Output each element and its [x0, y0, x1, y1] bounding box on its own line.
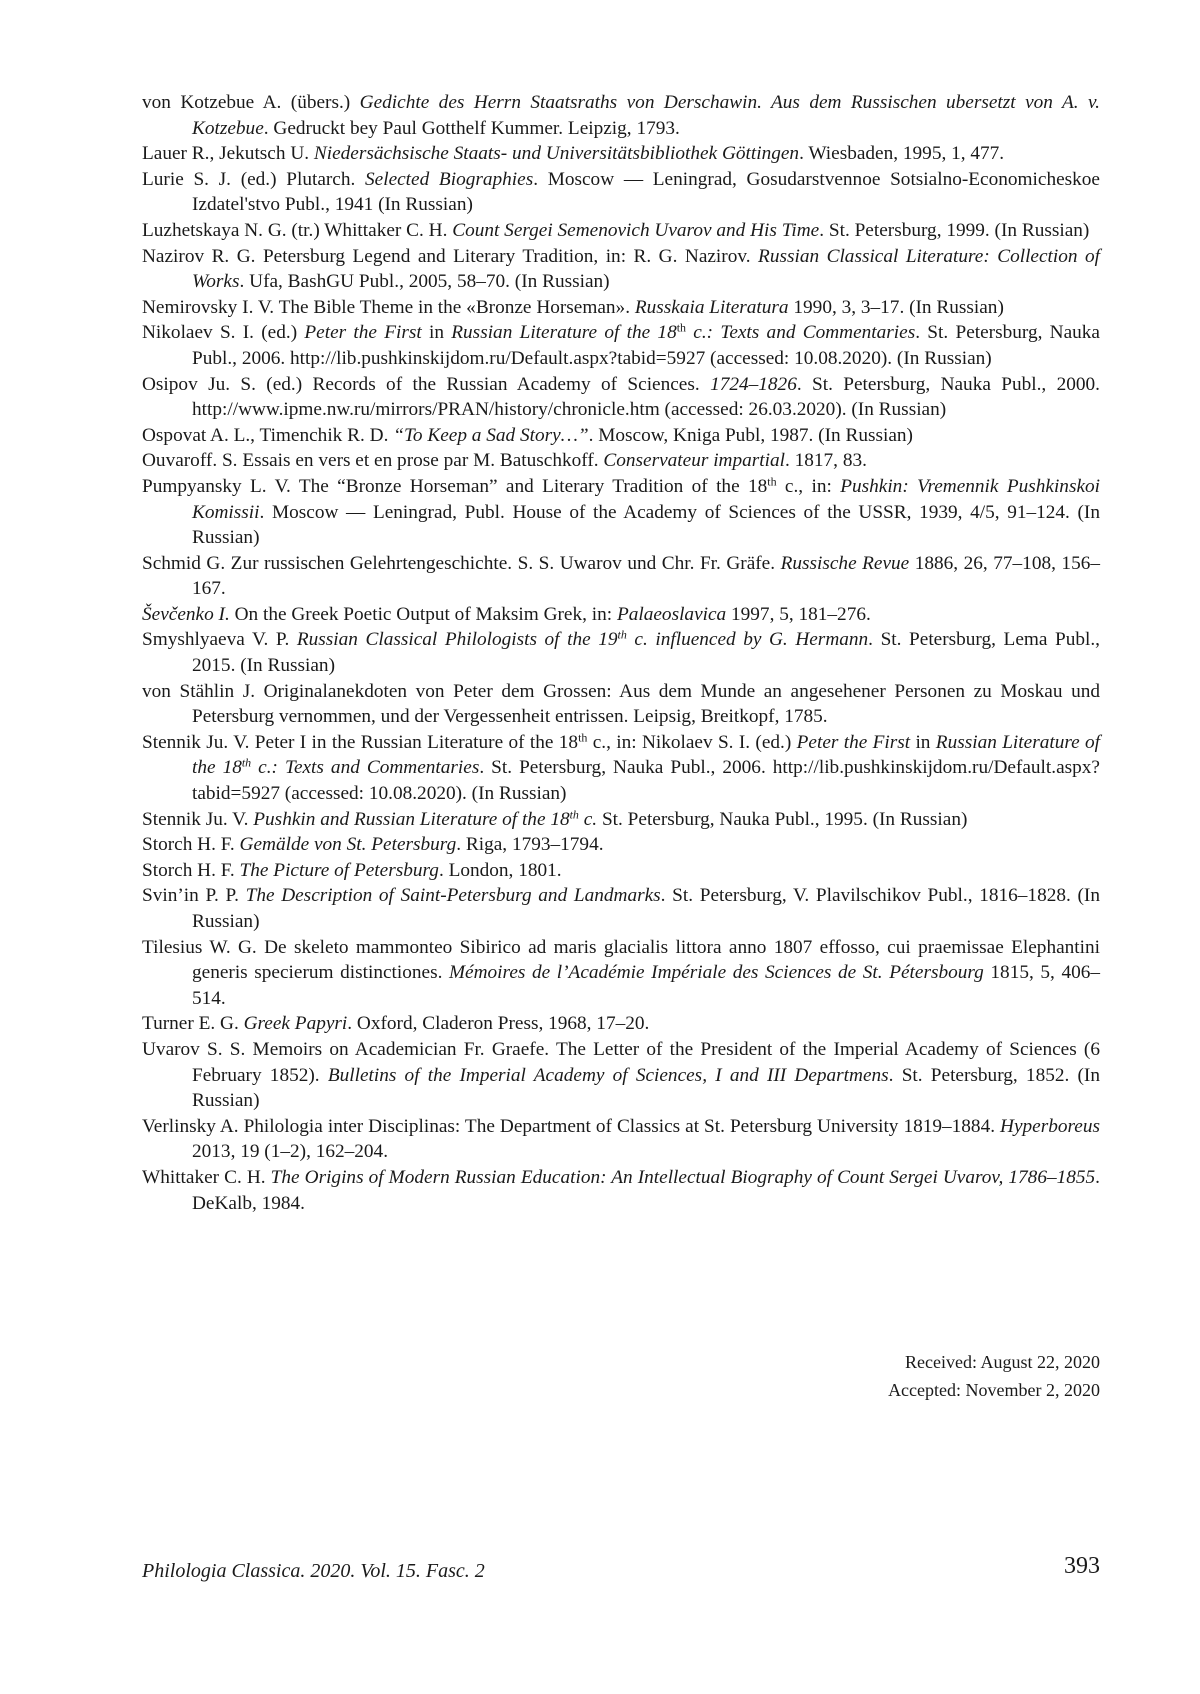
reference-entry: [142, 372, 1100, 423]
reference-entry: [142, 602, 1100, 628]
reference-text: Storch H. F.: [142, 834, 240, 856]
reference-entry: [142, 320, 1100, 371]
reference-text: . Moscow — Leningrad, Gosudarstvennoe Sotsialno-Economicheskoe Izdatel'stvo Publ., 1941 (In Russian): [192, 168, 1100, 216]
italic-title: Hyperboreus: [1000, 1115, 1100, 1137]
italic-title: Peter the First: [796, 731, 911, 753]
italic-title: Russian Literature of the 18: [451, 322, 677, 344]
reference-text: 2013, 19 (1–2), 162–204.: [192, 1141, 389, 1163]
reference-text: . Ufa, BashGU Publ., 2005, 58–70. (In Russian): [239, 271, 610, 293]
reference-text: . St. Petersburg, Nauka Publ., 2006. http://lib.pushkinskijdom.ru/Default.aspx?tabid=5927 (accessed: 10.08.2020). (In Russian): [192, 757, 1100, 805]
reference-text: . Oxford, Claderon Press, 1968, 17–20.: [347, 1013, 650, 1035]
reference-text: . London, 1801.: [438, 859, 562, 881]
reference-text: St. Petersburg, Nauka Publ., 1995. (In Russian): [597, 808, 968, 830]
italic-title: The Picture of Petersburg: [239, 859, 439, 881]
reference-text: Verlinsky A. Philologia inter Disciplinas: The Department of Classics at St. Petersburg University 1819–1884.: [142, 1115, 1001, 1137]
reference-text: . St. Petersburg, Lema Publ., 2015. (In Russian): [192, 629, 1101, 677]
reference-entry: [142, 730, 1100, 807]
journal-footer: Philologia Classica. 2020. Vol. 15. Fasc. 2: [142, 1560, 485, 1582]
reference-text: . St. Petersburg, 1999. (In Russian): [819, 219, 1090, 241]
reference-text: von Kotzebue A. (übers.): [142, 92, 360, 113]
ordinal-superscript: th: [578, 730, 588, 745]
ordinal-superscript: th: [569, 807, 579, 822]
reference-text: . St. Petersburg, Nauka Publ., 2000. http://www.ipme.nw.ru/mirrors/PRAN/history/chronicle.htm (accessed: 26.03.2020). (In Russian): [192, 373, 1100, 421]
reference-text: Ospovat A. L., Timenchik R. D.: [142, 424, 394, 446]
reference-entry: [142, 935, 1100, 1012]
reference-text: Ouvaroff. S. Essais en vers et en prose par M. Batuschkoff.: [142, 450, 604, 472]
ordinal-superscript: th: [617, 627, 627, 642]
reference-entry: [142, 1011, 1100, 1037]
reference-entry: [142, 1114, 1100, 1165]
italic-title: 1724–1826: [710, 373, 797, 395]
reference-text: Pumpyansky L. V. The “Bronze Horseman” and Literary Tradition of the 18: [142, 475, 768, 497]
italic-title: Peter the First: [304, 322, 422, 344]
italic-title: Selected Biographies: [365, 168, 534, 190]
reference-entry: [142, 295, 1100, 321]
italic-title: Gedichte des Herrn Staatsraths von Derschawin. Aus dem Russischen ubersetzt von A. v. Kotzebue: [192, 92, 1100, 139]
reference-text: Turner E. G.: [142, 1013, 244, 1035]
reference-entry: [142, 218, 1100, 244]
reference-text: Schmid G. Zur russischen Gelehrtengeschichte. S. S. Uwarov und Chr. Fr. Gräfe.: [142, 552, 781, 574]
italic-title: Russische Revue: [780, 552, 910, 574]
reference-entry: [142, 1037, 1100, 1114]
reference-text: Uvarov S. S. Memoirs on Academician Fr. Graefe. The Letter of the President of the Imperial Academy of Sciences (6 February 1852).: [142, 1038, 1100, 1086]
italic-title: “To Keep a Sad Story…”: [393, 424, 589, 446]
reference-entry: [142, 627, 1100, 678]
italic-title: c.: Texts and Commentaries: [251, 757, 480, 779]
italic-title: Pushkin: Vremennik Pushkinskoi Komissii: [192, 475, 1100, 523]
reference-text: in: [421, 322, 452, 344]
reference-text: . 1817, 83.: [784, 450, 867, 472]
page-number: 393: [1064, 1553, 1100, 1579]
reference-text: Stennik Ju. V.: [142, 808, 254, 830]
ordinal-superscript: th: [241, 755, 252, 770]
reference-text: Stennik Ju. V. Peter I in the Russian Literature of the 18: [142, 731, 579, 753]
reference-text: On the Greek Poetic Output of Maksim Grek, in:: [229, 603, 617, 625]
reference-text: Lurie S. J. (ed.) Plutarch.: [142, 168, 366, 190]
italic-title: The Description of Saint-Petersburg and Landmarks: [245, 885, 661, 907]
reference-text: . St. Petersburg, Nauka Publ., 2006. http://lib.pushkinskijdom.ru/Default.aspx?tabid=5927 (accessed: 10.08.2020). (In Russian): [192, 322, 1100, 369]
reference-text: . Gedruckt bey Paul Gotthelf Kummer. Leipzig, 1793.: [263, 117, 680, 139]
reference-entry: [142, 807, 1100, 833]
reference-list: [142, 90, 1100, 1216]
italic-title: c.: Texts and Commentaries: [686, 322, 916, 344]
italic-title: Greek Papyri: [243, 1013, 348, 1035]
italic-title: c.: [578, 808, 598, 830]
reference-entry: [142, 448, 1100, 474]
reference-entry: [142, 90, 1100, 141]
italic-title: Palaeoslavica: [616, 603, 727, 625]
italic-title: Russian Literature of the 18: [192, 731, 1101, 779]
reference-text: . St. Petersburg, V. Plavilschikov Publ., 1816–1828. (In Russian): [192, 885, 1100, 932]
reference-entry: [142, 1165, 1100, 1216]
italic-title: c. influenced by G. Hermann: [626, 629, 869, 651]
reference-text: Nazirov R. G. Petersburg Legend and Literary Tradition, in: R. G. Nazirov.: [142, 245, 759, 267]
italic-title: Niedersächsische Staats- und Universitätsbibliothek Göttingen: [313, 143, 800, 165]
reference-text: Storch H. F.: [142, 859, 240, 881]
reference-text: von Stählin J. Originalanekdoten von Peter dem Grossen: Aus dem Munde an angesehener Personen zu Moskau und Petersburg vernommen, und der Vergessenheit entrissen. Leipsig, Breitkopf, 1785.: [142, 680, 1100, 728]
reference-entry: [142, 883, 1100, 934]
italic-title: Gemälde von St. Petersburg: [239, 834, 457, 856]
reference-text: Nikolaev S. I. (ed.): [142, 322, 305, 344]
reference-text: c., in: Nikolaev S. I. (ed.): [587, 731, 797, 753]
italic-title: Pushkin and Russian Literature of the 18: [253, 808, 570, 830]
reference-text: c., in:: [776, 475, 841, 497]
reference-entry: [142, 551, 1100, 602]
italic-title: Conservateur impartial: [603, 450, 785, 472]
reference-text: . St. Petersburg, 1852. (In Russian): [192, 1064, 1100, 1112]
italic-title: The Origins of Modern Russian Education: An Intellectual Biography of Count Sergei Uvarov, 1786–1855: [270, 1166, 1096, 1188]
reference-text: Whittaker C. H.: [142, 1166, 271, 1188]
italic-title: Russkaia Literatura: [634, 296, 789, 318]
reference-text: . Riga, 1793–1794.: [456, 834, 604, 856]
italic-title: Ševčenko I.: [142, 603, 230, 625]
italic-title: Russian Classical Literature: Collection of Works: [192, 245, 1101, 293]
reference-text: 1997, 5, 181–276.: [726, 603, 871, 625]
reference-entry: [142, 858, 1100, 884]
reference-text: Smyshlyaeva V. P.: [142, 629, 297, 651]
reference-text: 1990, 3, 3–17. (In Russian): [788, 296, 1004, 318]
reference-text: Osipov Ju. S. (ed.) Records of the Russian Academy of Sciences.: [142, 373, 711, 395]
reference-entry: [142, 832, 1100, 858]
reference-entry: [142, 474, 1100, 551]
ordinal-superscript: th: [767, 474, 777, 489]
received-date: Received: August 22, 2020: [905, 1352, 1100, 1372]
reference-text: . Moscow — Leningrad, Publ. House of the Academy of Sciences of the USSR, 1939, 4/5, 91–124. (In Russian): [192, 501, 1100, 549]
reference-entry: [142, 244, 1100, 295]
reference-text: Nemirovsky I. V. The Bible Theme in the «Bronze Horseman».: [142, 296, 635, 318]
reference-text: 1886, 26, 77–108, 156–167.: [192, 552, 1100, 600]
reference-text: Lauer R., Jekutsch U.: [142, 143, 314, 165]
italic-title: Count Sergei Semenovich Uvarov and His Time: [452, 219, 820, 241]
reference-entry: [142, 423, 1100, 449]
reference-text: Luzhetskaya N. G. (tr.) Whittaker C. H.: [142, 219, 453, 241]
article-dates: [888, 1348, 1100, 1404]
reference-text: in: [910, 731, 936, 753]
italic-title: Russian Classical Philologists of the 19: [296, 629, 618, 651]
reference-text: 1815, 5, 406–514.: [192, 962, 1101, 1009]
reference-text: . Moscow, Kniga Publ, 1987. (In Russian): [588, 424, 913, 446]
reference-text: Tilesius W. G. De skeleto mammonteo Sibirico ad maris glacialis littora anno 1807 effosso, cui praemissae Elephantini generis specierum distinctiones.: [142, 936, 1100, 984]
reference-text: Svin’in P. P.: [142, 885, 246, 907]
reference-entry: [142, 167, 1100, 218]
italic-title: Mémoires de l’Académie Impériale des Sciences de St. Pétersbourg: [449, 962, 984, 984]
ordinal-superscript: th: [676, 320, 687, 335]
italic-title: Bulletins of the Imperial Academy of Sciences, I and III Departmens: [327, 1064, 889, 1086]
reference-entry: [142, 679, 1100, 730]
reference-text: . Wiesbaden, 1995, 1, 477.: [799, 143, 1005, 165]
accepted-date: Accepted: November 2, 2020: [888, 1380, 1100, 1400]
reference-entry: [142, 141, 1100, 167]
reference-text: . DeKalb, 1984.: [192, 1166, 1100, 1214]
